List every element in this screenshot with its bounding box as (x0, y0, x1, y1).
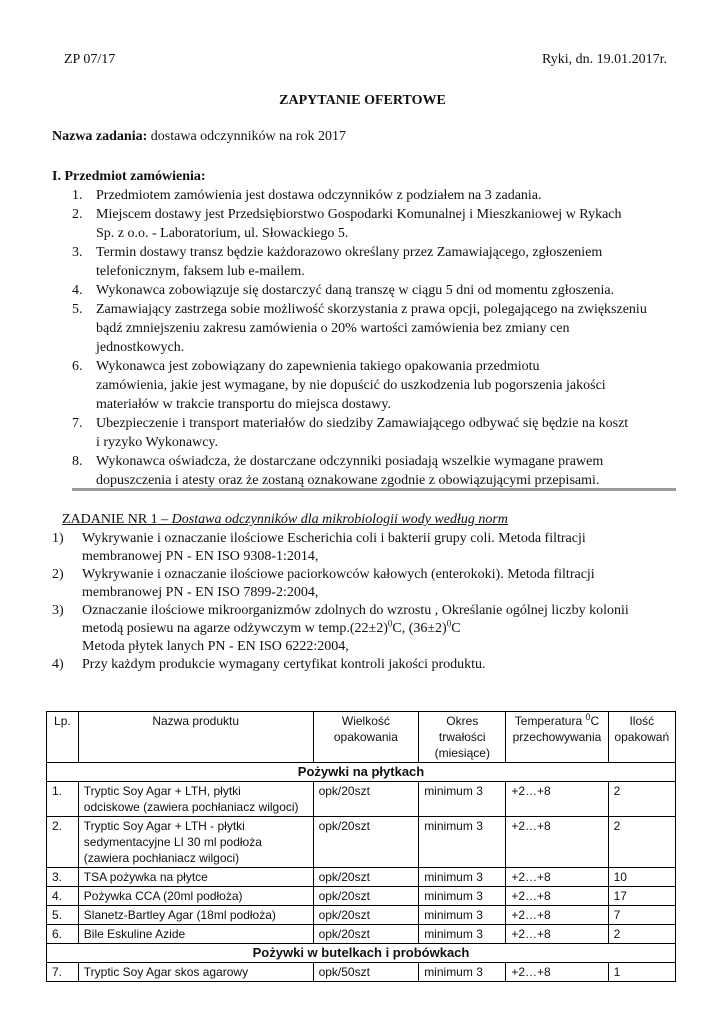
zadanie-dash: – (157, 512, 172, 527)
cell-size: opk/20szt (313, 925, 419, 944)
cell-temp: +2…+8 (506, 817, 608, 868)
cell-name (78, 906, 313, 925)
table-header-row (47, 712, 676, 763)
cell-name (78, 887, 313, 906)
list-item-text: Miejscem dostawy jest Przedsiębiorstwo Gospodarki Komunalnej i Mieszkaniowej w Rykach (96, 207, 622, 222)
cell-size: opk/20szt (313, 868, 419, 887)
product-name-line: TSA pożywka na płytce (83, 870, 208, 884)
cell-temp: +2…+8 (506, 963, 608, 982)
cell-shelf: minimum 3 (419, 782, 506, 817)
cell-temp: +2…+8 (506, 782, 608, 817)
product-name-line: odciskowe (zawiera pochłaniacz wilgoci) (83, 800, 299, 814)
document-title: ZAPYTANIE OFERTOWE (279, 93, 446, 108)
group-label: Pożywki w butelkach i probówkach (47, 944, 676, 963)
cell-size: opk/50szt (313, 963, 419, 982)
cell-lp: 7. (47, 963, 79, 982)
list-item-text: Termin dostawy transz będzie każdorazowo określany przez Zamawiającego, zgłoszeniem (96, 245, 603, 260)
table-row (47, 963, 676, 982)
cell-qty: 1 (608, 963, 675, 982)
cell-size: opk/20szt (313, 817, 419, 868)
list-item-text: Wykonawca oświadcza, że dostarczane odczynniki posiadają wszelkie wymagane prawem (96, 454, 604, 469)
cell-size: opk/20szt (313, 782, 419, 817)
list-item-number: 3) (52, 603, 64, 618)
list-item (52, 414, 674, 452)
list-item-text: jednostkowych. (96, 340, 185, 355)
list-item (52, 602, 674, 656)
list-item-text: Przy każdym produkcie wymagany certyfikat kontroli jakości produktu. (82, 657, 486, 672)
cell-shelf: minimum 3 (419, 868, 506, 887)
cell-lp: 6. (47, 925, 79, 944)
temperature-text: C, (36±2) (392, 621, 447, 636)
order-list (52, 186, 674, 490)
product-name-line: Pożywka CCA (20ml podłoża) (83, 889, 243, 903)
cell-name (78, 868, 313, 887)
list-item-text: dopuszczenia i atesty oraz że zostaną oznakowane zgodnie z obowiązującymi przepisami. (96, 473, 600, 488)
group-label: Pożywki na płytkach (47, 763, 676, 782)
cell-qty: 10 (608, 868, 675, 887)
list-item-number: 7. (72, 416, 83, 431)
cell-qty: 7 (608, 906, 675, 925)
list-item-text: telefonicznym, faksem lub e-mailem. (96, 264, 305, 279)
product-name-line: Slanetz-Bartley Agar (18ml podłoża) (83, 908, 276, 922)
list-item-text: Przedmiotem zamówienia jest dostawa odczynników z podziałem na 3 zadania. (96, 188, 542, 203)
cell-shelf: minimum 3 (419, 906, 506, 925)
cell-shelf: minimum 3 (419, 887, 506, 906)
task-label: Nazwa zadania: (52, 129, 148, 144)
method-text: Metoda płytek lanych PN - EN ISO 6222:2004, (82, 639, 349, 654)
task-value: dostawa odczynników na rok 2017 (147, 129, 346, 144)
cell-lp: 5. (47, 906, 79, 925)
list-item (52, 281, 674, 300)
products-table (46, 711, 676, 982)
list-item-text: Sp. z o.o. - Laboratorium, ul. Słowackiego 5. (96, 226, 349, 241)
temperature-text: C (451, 621, 461, 636)
col-temp: Temperatura $^0$C przechowywania (506, 712, 608, 763)
cell-lp: 3. (47, 868, 79, 887)
table-row (47, 887, 676, 906)
list-item-text: Wykrywanie i oznaczanie ilościowe paciorkowców kałowych (enterokoki). Metoda filtracji (82, 567, 595, 582)
product-name-line: Tryptic Soy Agar + LTH - płytki (83, 819, 245, 833)
section-heading: I. Przedmiot zamówienia: (52, 169, 206, 184)
zadanie-heading (62, 512, 508, 528)
table-body (47, 763, 676, 982)
list-item-number: 1. (72, 188, 83, 203)
list-item-text: Wykrywanie i oznaczanie ilościowe Escherichia coli i bakterii grupy coli. Metoda filtracji (82, 531, 586, 546)
col-shelf: Okres trwałości (miesiące) (419, 712, 506, 763)
list-item (52, 566, 674, 602)
list-item-text: Wykonawca zobowiązuje się dostarczyć daną transzę w ciągu 5 dni od momentu zgłoszenia. (96, 283, 615, 298)
table-group-row (47, 944, 676, 963)
product-name-line: (zawiera pochłaniacz wilgoci) (83, 851, 240, 865)
cell-temp: +2…+8 (506, 925, 608, 944)
col-size: Wielkość opakowania (313, 712, 419, 763)
col-lp: Lp. (47, 712, 79, 763)
table-group-row (47, 763, 676, 782)
list-item-number: 5. (72, 302, 83, 317)
list-item-number: 6. (72, 359, 83, 374)
cell-name (78, 817, 313, 868)
cell-lp: 1. (47, 782, 79, 817)
list-item-number: 3. (72, 245, 83, 260)
requirements-list (52, 530, 674, 674)
cell-shelf: minimum 3 (419, 817, 506, 868)
list-item-text: materiałów w trakcie transportu do miejsca dostawy. (96, 397, 391, 412)
list-item-text: Oznaczanie ilościowe mikroorganizmów zdolnych do wzrostu , Określanie ogólnej liczby kolonii (82, 603, 629, 618)
product-name-line: sedymentacyjne LI 30 ml podłoża (83, 835, 262, 849)
list-item-text: zamówienia, jakie jest wymagane, by nie dopuścić do uszkodzenia lub pogorszenia jakości (96, 378, 606, 393)
table-row (47, 925, 676, 944)
cell-qty: 2 (608, 817, 675, 868)
degree-sup: 0 (387, 618, 393, 629)
product-name-line: Bile Eskuline Azide (83, 927, 186, 941)
cell-qty: 2 (608, 925, 675, 944)
table-row (47, 782, 676, 817)
zadanie-label: ZADANIE NR 1 (62, 512, 158, 527)
table-row (47, 868, 676, 887)
list-item-number: 1) (52, 531, 64, 546)
product-name-line: Tryptic Soy Agar + LTH, płytki (83, 784, 241, 798)
list-item (52, 530, 674, 566)
section-divider (72, 488, 676, 491)
cell-temp: +2…+8 (506, 868, 608, 887)
list-item (52, 243, 674, 281)
cell-lp: 4. (47, 887, 79, 906)
temperature-text: metodą posiewu na agarze odżywczym w temp.(22±2) (82, 621, 388, 636)
cell-name (78, 963, 313, 982)
list-item (52, 357, 674, 414)
list-item-text: membranowej PN - EN ISO 9308-1:2014, (82, 549, 319, 564)
col-qty: Ilość opakowań (608, 712, 675, 763)
place-date: Ryki, dn. 19.01.2017r. (541, 52, 667, 67)
list-item-text: Wykonawca jest zobowiązany do zapewnienia takiego opakowania przedmiotu (96, 359, 540, 374)
list-item-number: 4) (52, 657, 64, 672)
cell-shelf: minimum 3 (419, 963, 506, 982)
list-item-number: 2. (72, 207, 83, 222)
list-item-number: 4. (72, 283, 83, 298)
task-name (52, 129, 346, 145)
list-item-text: Ubezpieczenie i transport materiałów do siedziby Zamawiającego odbywać się będzie na koszt (96, 416, 629, 431)
list-item-number: 8. (72, 454, 83, 469)
table-row (47, 817, 676, 868)
document-reference: ZP 07/17 (64, 52, 116, 67)
cell-temp: +2…+8 (506, 887, 608, 906)
list-item-text: i ryzyko Wykonawcy. (96, 435, 219, 450)
zadanie-title: Dostawa odczynników dla mikrobiologii wody według norm (171, 512, 508, 527)
list-item (52, 452, 674, 490)
cell-name (78, 925, 313, 944)
cell-name (78, 782, 313, 817)
degree-sup: 0 (446, 618, 452, 629)
list-item (52, 300, 674, 357)
col-name: Nazwa produktu (78, 712, 313, 763)
cell-size: opk/20szt (313, 887, 419, 906)
list-item-text: bądź zmniejszeniu zakresu zamówienia o 20% wartości zamówienia bez zmiany cen (96, 321, 570, 336)
list-item (52, 656, 674, 674)
cell-size: opk/20szt (313, 906, 419, 925)
list-item (52, 205, 674, 243)
list-item (52, 186, 674, 205)
cell-lp: 2. (47, 817, 79, 868)
cell-qty: 2 (608, 782, 675, 817)
list-item-text: Zamawiający zastrzega sobie możliwość skorzystania z prawa opcji, polegającego na zwiększeniu (96, 302, 647, 317)
list-item-text: membranowej PN - EN ISO 7899-2:2004, (82, 585, 319, 600)
cell-shelf: minimum 3 (419, 925, 506, 944)
table-row (47, 906, 676, 925)
list-item-number: 2) (52, 567, 64, 582)
cell-qty: 17 (608, 887, 675, 906)
cell-temp: +2…+8 (506, 906, 608, 925)
product-name-line: Tryptic Soy Agar skos agarowy (83, 965, 249, 979)
